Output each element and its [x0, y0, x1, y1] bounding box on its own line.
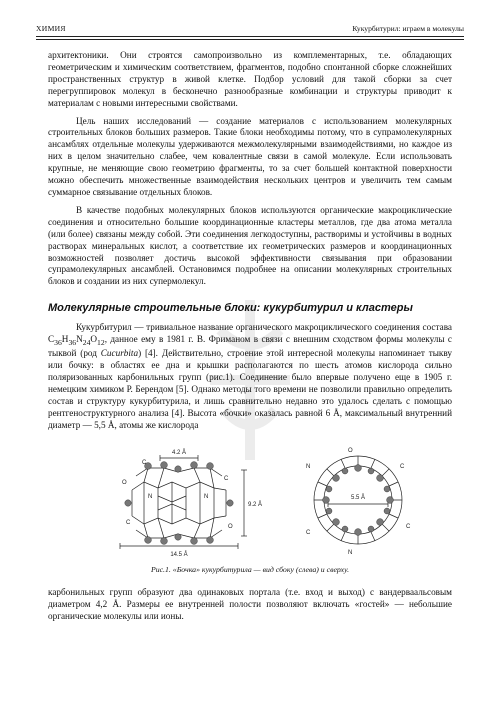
header-rule	[36, 39, 464, 40]
figure-caption: Рис.1. «Бочка» кукурбитурила — вид сбоку (слева) и сверху.	[150, 564, 350, 574]
atom-label: O	[348, 447, 353, 454]
molecule-diagrams	[48, 438, 452, 563]
paragraph	[48, 322, 452, 432]
dimension-inner-label: 5.5 Å	[350, 494, 366, 501]
subscript: 36	[68, 337, 77, 347]
atom-label: C	[224, 475, 229, 482]
text-run: ) [4]. Действительно, строение этой интересной молекулы напоминает тыкву или бочку: в областях ее дна и крышки располагаются по шесть атомов кислорода сильно поляризованных карбонильных групп (рис.1). Соединение было впервые получено еще в 1905 г. немецким химиком Р. Берендом [5]. Однако методы того времени не позволили правильно определить состав и структуру кукурбитурила, и лишь сравнительно недавно это удалось сделать с помощью рентгеноструктурного анализа [4]. Высота «бочки» оказалась равной 6 Å, максимальный внутренний диаметр — 5,5 Å, атомы же кислорода	[48, 348, 453, 430]
subscript: 36	[54, 337, 62, 347]
journal-section: ХИМИЯ	[36, 24, 66, 33]
text-run: H	[61, 333, 69, 344]
subscript: 24	[82, 337, 91, 347]
side-view-oxygen-atoms	[125, 461, 233, 544]
text-run: , данное ему в 1981 г. В. Фриманом в связи с внешним сходством формы молекулы с тыквой (род	[48, 333, 452, 359]
running-header	[36, 24, 464, 37]
atom-label: O	[122, 479, 127, 486]
atom-label: N	[204, 493, 209, 500]
paragraph: карбонильных групп образуют два одинаковых портала (т.е. вход и выход) с вандерваальсовым диаметром 4,2 Å. Размеры ее внутренней полости позволяют включать «гостей» — небольшие органические молекулы или ионы.	[48, 586, 452, 621]
article-title: Кукурбитурил: играем в молекулы	[352, 24, 464, 33]
atom-label: C	[400, 463, 405, 470]
atom-label: N	[348, 549, 353, 556]
atom-label: N	[148, 493, 153, 500]
atom-label: N	[306, 463, 311, 470]
paragraph: В качестве подобных молекулярных блоков используются органические макроциклические соединения и относительно большие координационные кластеры металлов, где два атома металла (или более) связаны между собой. Эти соединения легкодоступны, растворимы и устойчивы в водных растворах минеральных кислот, а соответствие их геометрических размеров и координационных возможностей позволяет достичь высокой эффективности связывания при образовании супрамолекулярных ансамблей. Остановимся подробнее на описании молекулярных строительных блоков и создании из них супермолекул.	[48, 204, 452, 287]
dimension-bottom-label: 14.5 Å	[170, 551, 188, 558]
text-run: O	[90, 333, 98, 344]
text-run: N	[76, 333, 83, 344]
section-heading: Молекулярные строительные блоки: кукурбитурил и кластеры	[48, 302, 413, 315]
atom-label: C	[406, 523, 411, 530]
dimension-side-label: 9.2 Å	[248, 501, 263, 508]
atom-label: C	[142, 459, 147, 466]
paragraph: архитектоники. Они строятся самопроизвольно из комплементарных, т.е. обладающих геометрическим и химическим соответствием, фрагментов, подобно спонтанной сборке сложнейших пространственных структур в живой клетке. Подбор условий для такой сборки за счет перегруппировок молекул в бесконечно разнообразные комбинации и структуры приводит к материалам с новыми интересными свойствами.	[48, 50, 452, 108]
paragraph: Цель наших исследований — создание материалов с использованием молекулярных строительных блоков больших размеров. Такие блоки необходимы потому, что в супрамолекулярных ансамблях отдельные молекулы удерживаются межмолекулярными взаимодействиями, но каждое из них в целом значительно слабее, чем ковалентные связи в самой молекуле. Если использовать крупные, не меняющие свою геометрию фрагменты, то за счет большей контактной поверхности можно обеспечить множественные взаимодействия нескольких центров и увеличить тем самым суммарное связывание отдельных блоков.	[48, 115, 452, 197]
article-body	[48, 50, 452, 628]
text-run: Кукурбитурил — тривиальное название органического макроциклического соединения состава C	[48, 321, 452, 344]
atom-label: O	[228, 523, 233, 530]
subscript: 12	[97, 337, 105, 347]
figure-cucurbituril	[48, 438, 452, 563]
genus-name: Cucurbita	[100, 348, 139, 359]
dimension-top-label: 4.2 Å	[171, 449, 187, 456]
atom-label: C	[126, 519, 131, 526]
atom-label: C	[306, 529, 311, 536]
